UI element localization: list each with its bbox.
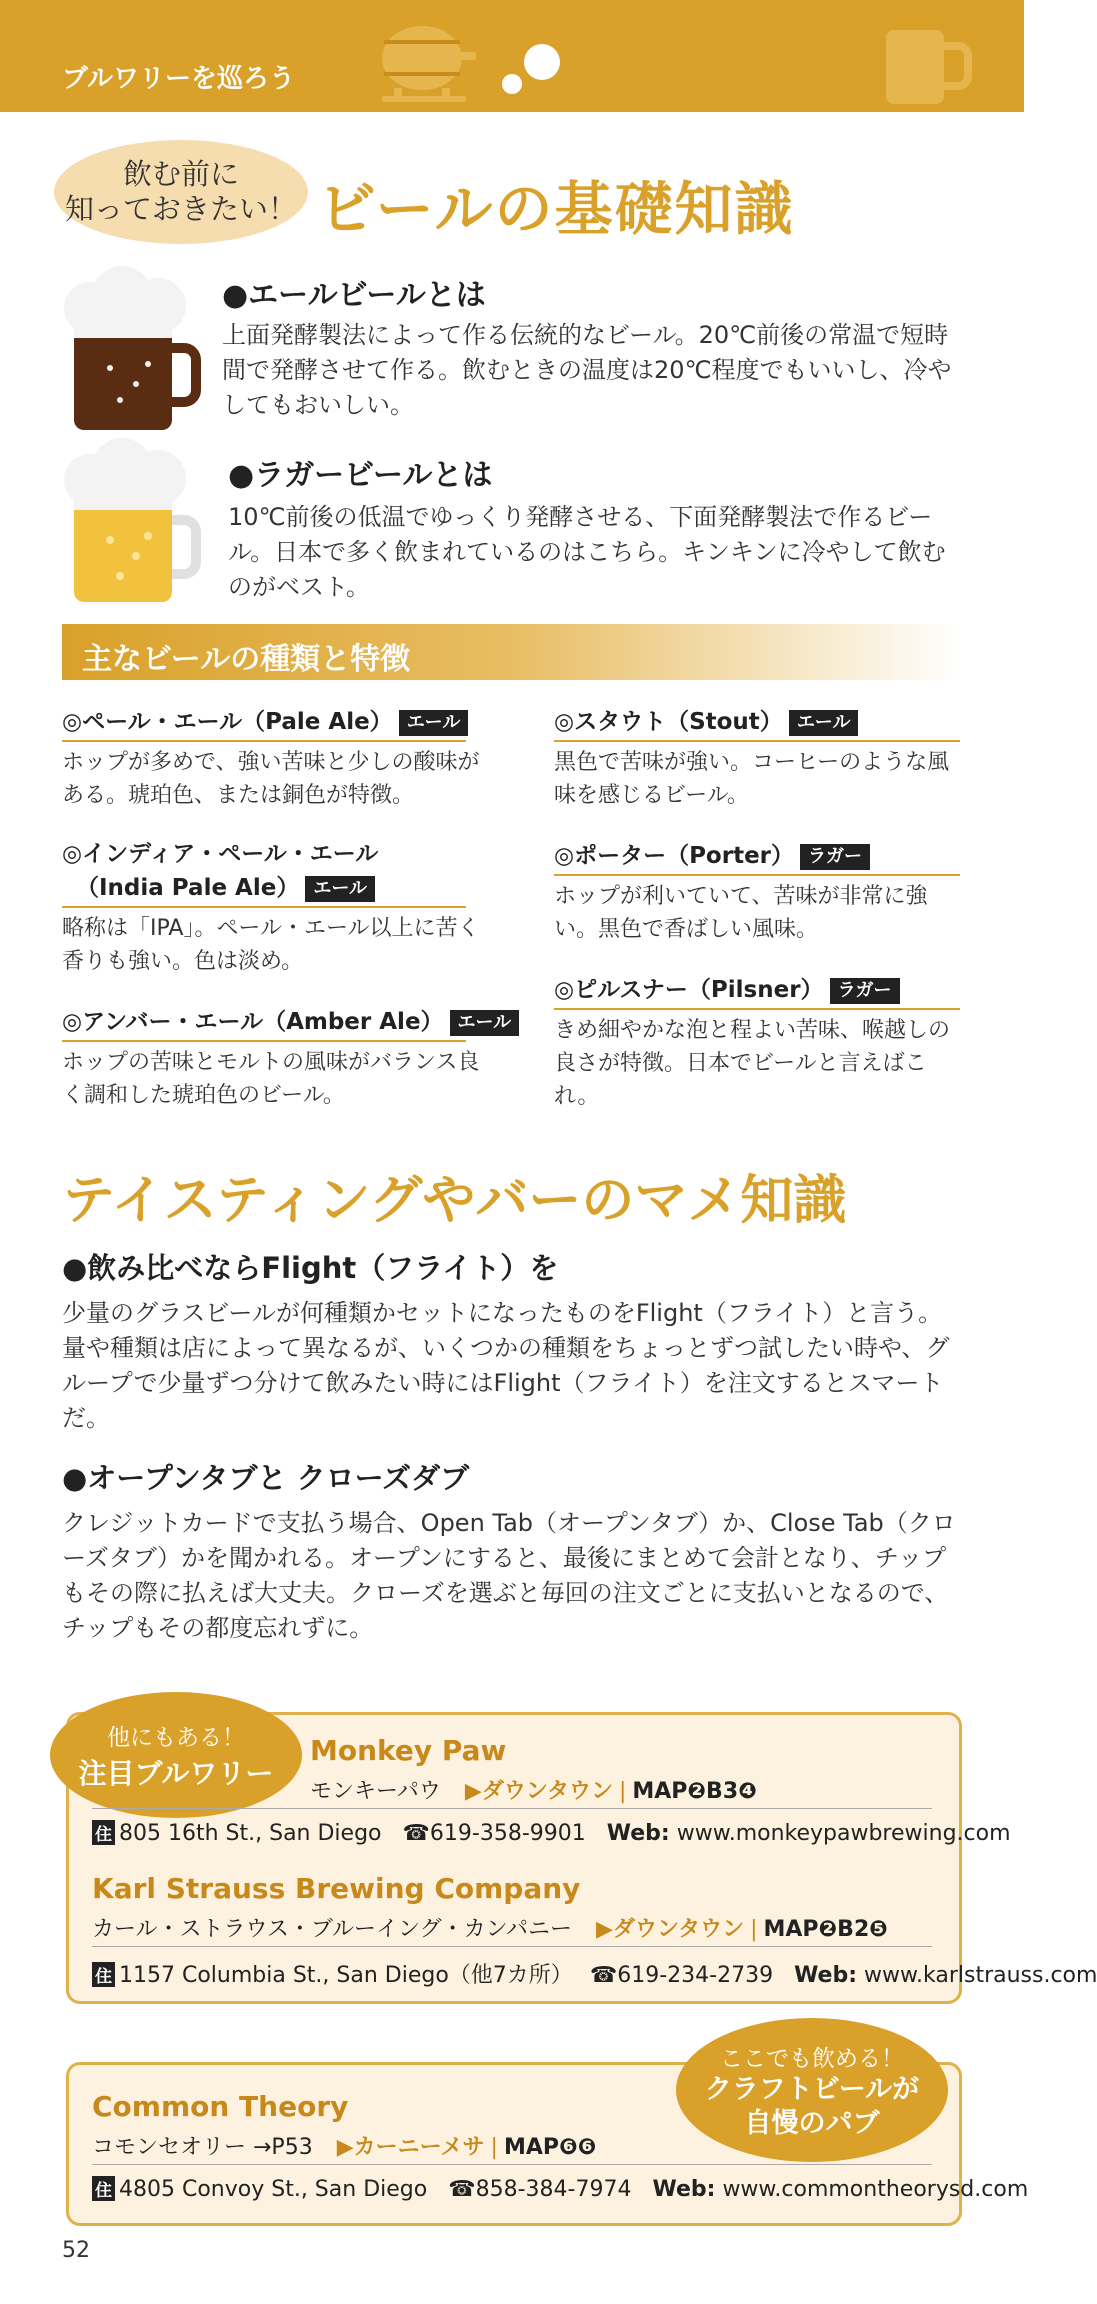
section-title: ブルワリーを巡ろう xyxy=(62,64,295,94)
style-ipa-description: 略称は「IPA」。ペール・エール以上に苦く香りも強い。色は淡め。 xyxy=(62,916,480,974)
flight-heading: ●飲み比べならFlight（フライト）を xyxy=(62,1251,559,1285)
brewery-area: ▶ダウンタウン xyxy=(596,1917,745,1942)
brewery-name: Monkey Paw xyxy=(310,1734,507,1767)
callout-subtitle: 他にもある！ xyxy=(107,1724,245,1751)
style-ipa-heading xyxy=(62,838,378,870)
address-icon: 住 xyxy=(92,1820,115,1845)
styles-section-title: 主なビールの種類と特徴 xyxy=(82,642,411,677)
address-icon: 住 xyxy=(92,1962,115,1987)
style-name: ◎ペール・エール（Pale Ale） xyxy=(62,709,393,735)
page-number: 52 xyxy=(62,2238,90,2263)
flight-paragraph: 少量のグラスビールが何種類かセットになったものをFlight（フライト）と言う。量や種類は店によって異なるが、いくつかの種類をちょっとずつ試したい時や、グループで少量ずつ分けて飲みたい時にはFlight（フライト）を注文するとスマートだ。 xyxy=(62,1299,950,1432)
divider xyxy=(62,906,466,908)
divider xyxy=(62,740,466,742)
style-stout-heading xyxy=(554,706,858,738)
tab-heading: ●オープンタブと クローズダブ xyxy=(62,1461,470,1495)
web-label: Web: xyxy=(652,2177,716,2202)
brewery-map-ref: MAP❻❻ xyxy=(503,2135,597,2160)
brewery-name: Karl Strauss Brewing Company xyxy=(92,1872,581,1905)
ale-description: 上面発酵製法によって作る伝統的なビール。20℃前後の常温で短時間で発酵させて作る。飲むときの温度は20℃程度でもいいし、冷やしてもおいしい。 xyxy=(222,321,952,419)
brewery-details: カール・ストラウス・ブルーイング・カンパニー ▶ダウンタウン | MAP❷B2❺ xyxy=(92,1917,888,1942)
style-pilsner-heading xyxy=(554,974,900,1006)
brewery-contact xyxy=(92,1958,1097,1989)
brewery-name: Common Theory xyxy=(92,2090,349,2123)
bubble-line-1: 飲む前に xyxy=(122,157,239,192)
divider xyxy=(554,740,960,742)
style-stout-description: 黒色で苦味が強い。コーヒーのような風味を感じるビール。 xyxy=(554,750,950,808)
brewery-address: 1157 Columbia St., San Diego（他7カ所） xyxy=(119,1963,573,1988)
brewery-area: ▶ダウンタウン xyxy=(464,1779,613,1804)
page-header xyxy=(0,0,1024,112)
brewery-details: コモンセオリー →P53 ▶カーニーメサ | MAP❻❻ xyxy=(92,2135,597,2160)
brewery-map-ref: MAP❷B3❹ xyxy=(632,1779,757,1804)
divider xyxy=(554,1008,960,1010)
brewery-area: ▶カーニーメサ xyxy=(336,2135,485,2160)
brewery-address: 4805 Convoy St., San Diego xyxy=(119,2177,428,2202)
brewery-address: 805 16th St., San Diego xyxy=(119,1821,382,1846)
featured-breweries-callout xyxy=(50,1692,302,1818)
ale-heading: ●エールビールとは xyxy=(222,278,486,313)
brewery-website[interactable]: www.monkeypawbrewing.com xyxy=(676,1821,1011,1846)
barrel-icon xyxy=(372,18,482,110)
bubble-line-2: 知っておきたい！ xyxy=(64,192,297,226)
style-name: ◎ピルスナー（Pilsner） xyxy=(554,977,824,1003)
address-icon: 住 xyxy=(92,2176,115,2201)
brewery-kana: カール・ストラウス・ブルーイング・カンパニー xyxy=(92,1917,573,1942)
brewery-phone: ☎858-384-7974 xyxy=(448,2177,632,2202)
brewery-kana: モンキーパウ xyxy=(310,1779,441,1804)
callout-title-line1: クラフトビールが xyxy=(704,2073,920,2105)
callout-title-line2: 自慢のパブ xyxy=(744,2107,880,2139)
styles-section-band xyxy=(62,624,962,680)
brewery-map-ref: MAP❷B2❺ xyxy=(763,1917,888,1942)
divider xyxy=(92,1808,932,1809)
bubbles-icon xyxy=(498,40,568,100)
style-pale-ale-description: ホップが多めで、強い苦味と少しの酸味がある。琥珀色、または銅色が特徴。 xyxy=(62,750,480,808)
brewery-kana: コモンセオリー →P53 xyxy=(92,2135,313,2160)
intro-speech-bubble xyxy=(54,140,308,244)
divider xyxy=(62,1040,466,1042)
brewery-website[interactable]: www.commontheorysd.com xyxy=(722,2177,1029,2202)
style-amber-description: ホップの苦味とモルトの風味がバランス良く調和した琥珀色のビール。 xyxy=(62,1050,480,1108)
style-tag: ラガー xyxy=(830,978,900,1004)
style-name: ◎インディア・ペール・エール xyxy=(62,841,379,867)
style-name: ◎スタウト（Stout） xyxy=(554,709,783,735)
callout-title: 注目ブルワリー xyxy=(78,1756,274,1790)
callout-subtitle: ここでも飲める！ xyxy=(720,2045,904,2072)
style-ipa-heading-line2 xyxy=(76,872,375,904)
dark-beer-mug-icon xyxy=(60,268,200,438)
brewery-contact xyxy=(92,2176,1028,2202)
style-tag: エール xyxy=(450,1010,520,1036)
divider xyxy=(92,1946,932,1947)
light-beer-mug-icon xyxy=(60,440,200,610)
web-label: Web: xyxy=(794,1963,858,1988)
style-name: ◎アンバー・エール（Amber Ale） xyxy=(62,1009,444,1035)
brewery-phone: ☎619-358-9901 xyxy=(402,1821,586,1846)
page-title: ビールの基礎知識 xyxy=(318,175,795,243)
mug-icon xyxy=(878,20,970,110)
style-tag: エール xyxy=(789,710,859,736)
brewery-phone: ☎619-234-2739 xyxy=(589,1963,774,1988)
brewery-details: モンキーパウ ▶ダウンタウン | MAP❷B3❹ xyxy=(310,1779,757,1804)
style-amber-heading xyxy=(62,1006,519,1038)
pub-callout xyxy=(676,2018,948,2162)
brewery-website[interactable]: www.karlstrauss.com xyxy=(864,1963,1097,1988)
style-tag: ラガー xyxy=(800,844,870,870)
style-pale-ale-heading xyxy=(62,706,468,738)
style-pilsner-description: きめ細やかな泡と程よい苦味、喉越しの良さが特徴。日本でビールと言えばこれ。 xyxy=(554,1018,951,1109)
divider xyxy=(92,2164,932,2165)
tasting-section-title: テイスティングやバーのマメ知識 xyxy=(62,1170,847,1231)
tab-paragraph: クレジットカードで支払う場合、Open Tab（オープンタブ）か、Close Tab（クローズタブ）かを聞かれる。オープンにすると、最後にまとめて会計となり、チップもその際に払えば大丈夫。クローズを選ぶと毎回の注文ごとに支払いとなるので、チップもその都度忘れずに。 xyxy=(62,1509,956,1642)
divider xyxy=(554,874,960,876)
style-porter-description: ホップが利いていて、苦味が非常に強い。黒色で香ばしい風味。 xyxy=(554,884,928,942)
style-porter-heading xyxy=(554,840,870,872)
style-tag: エール xyxy=(305,876,375,902)
style-tag: エール xyxy=(399,710,469,736)
style-name: ◎ポーター（Porter） xyxy=(554,843,795,869)
lager-description: 10℃前後の低温でゆっくり発酵させる、下面発酵製法で作るビール。日本で多く飲まれているのはこちら。キンキンに冷やして飲むのがベスト。 xyxy=(228,503,946,601)
web-label: Web: xyxy=(606,1821,670,1846)
brewery-contact xyxy=(92,1820,1011,1846)
lager-heading: ●ラガービールとは xyxy=(228,458,493,493)
style-name: （India Pale Ale） xyxy=(76,875,300,901)
